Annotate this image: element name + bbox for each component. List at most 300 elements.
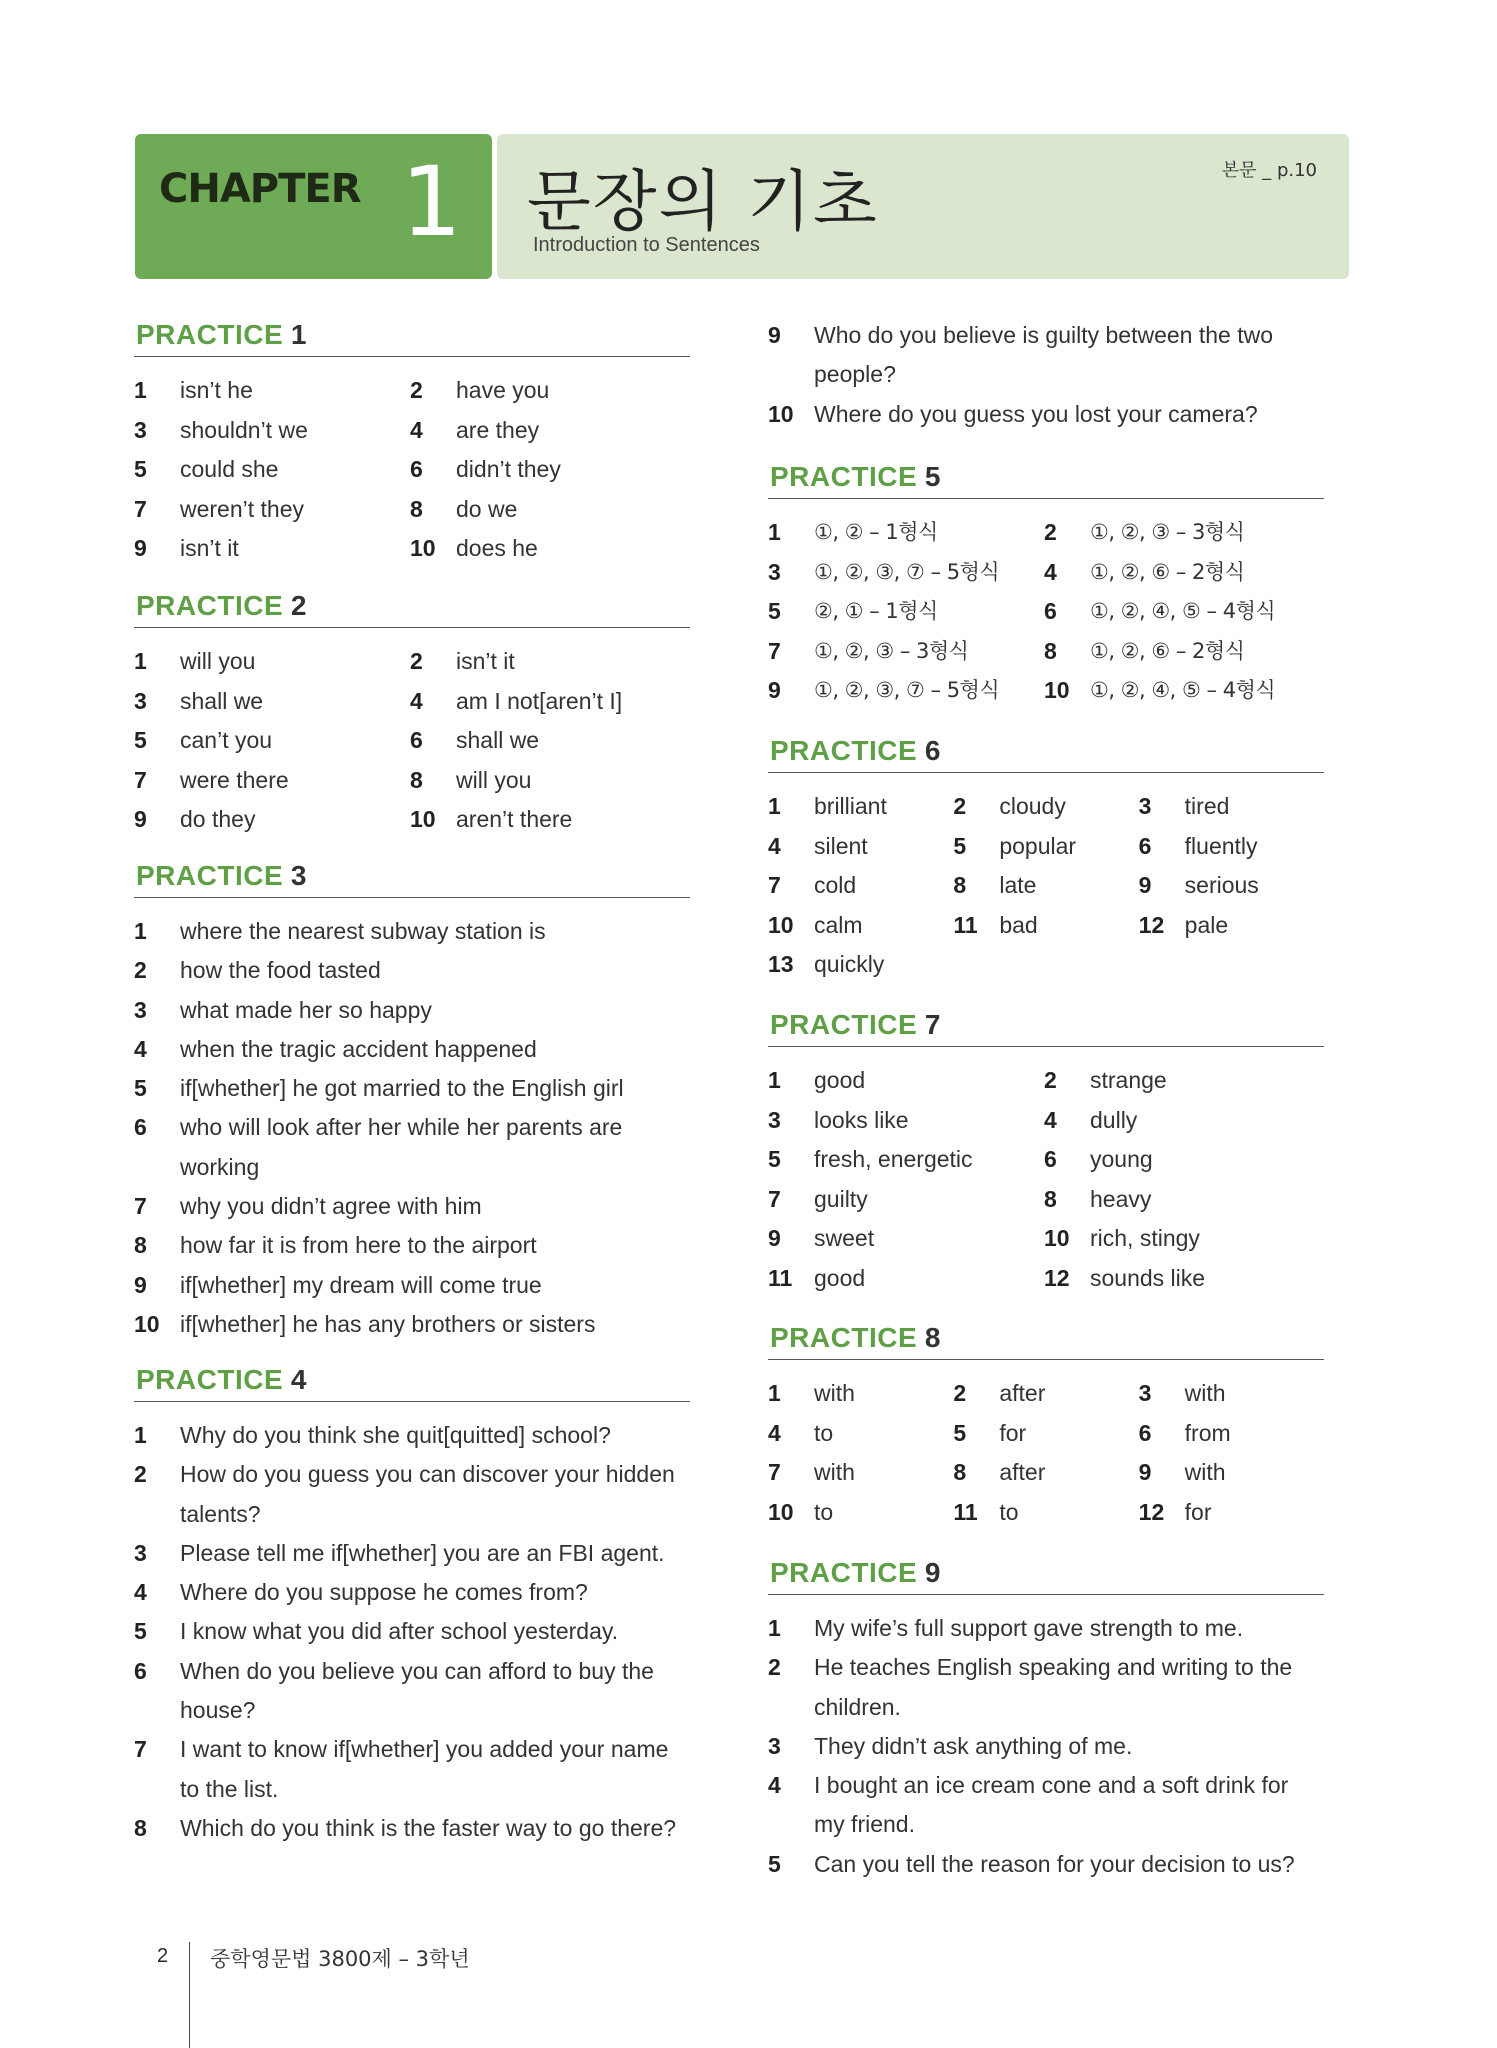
answer-text: for bbox=[999, 1419, 1027, 1446]
answer-list bbox=[768, 787, 1324, 985]
answer-number: 1 bbox=[768, 1615, 781, 1641]
answer-number: 9 bbox=[1138, 872, 1152, 899]
answer-row bbox=[768, 671, 1324, 711]
answer-item bbox=[768, 945, 954, 985]
answer-number: 4 bbox=[768, 832, 781, 859]
practice-word: PRACTICE bbox=[136, 319, 284, 350]
answer-text: can’t you bbox=[180, 727, 273, 754]
practice-divider bbox=[134, 897, 690, 898]
practice-2 bbox=[134, 586, 690, 840]
answer-text: I know what you did after school yesterday. bbox=[180, 1618, 619, 1645]
answer-number: 4 bbox=[1044, 1106, 1057, 1133]
answer-text: didn’t they bbox=[456, 456, 561, 483]
answer-number: 4 bbox=[134, 1035, 147, 1062]
answer-item bbox=[134, 1730, 690, 1809]
answer-item bbox=[768, 866, 953, 906]
answer-text: with bbox=[1184, 1459, 1226, 1486]
answer-row bbox=[768, 1374, 1324, 1414]
answer-text: looks like bbox=[814, 1106, 909, 1133]
answer-text: with bbox=[814, 1459, 855, 1486]
answer-number: 2 bbox=[1044, 1067, 1057, 1093]
answer-number: 8 bbox=[134, 1814, 147, 1841]
answer-item bbox=[768, 1609, 1324, 1648]
answer-item bbox=[1044, 632, 1320, 672]
answer-item bbox=[953, 1374, 1138, 1414]
answer-item bbox=[134, 1187, 690, 1226]
answer-item bbox=[1044, 513, 1320, 553]
answer-text: Where do you guess you lost your camera? bbox=[814, 400, 1258, 427]
answer-text: rich, stingy bbox=[1090, 1225, 1200, 1252]
answer-item bbox=[1044, 1180, 1320, 1220]
answer-item bbox=[410, 450, 686, 490]
answer-item bbox=[768, 1101, 1044, 1141]
answer-text: fresh, energetic bbox=[814, 1146, 973, 1173]
answer-text: cold bbox=[814, 872, 857, 899]
answer-number: 8 bbox=[134, 1232, 147, 1259]
answer-text: brilliant bbox=[814, 793, 887, 819]
answer-number: 11 bbox=[953, 911, 978, 938]
practice-7 bbox=[768, 1005, 1324, 1299]
answer-row bbox=[134, 721, 690, 761]
chapter-badge bbox=[135, 134, 492, 279]
answer-item bbox=[134, 450, 410, 490]
answer-item bbox=[134, 371, 410, 411]
practice-1 bbox=[134, 315, 690, 569]
answer-text: ①, ②, ④, ⑤ – 4형식 bbox=[1090, 678, 1276, 703]
answer-text: Which do you think is the faster way to go there? bbox=[180, 1814, 677, 1841]
answer-row bbox=[768, 1219, 1324, 1259]
answer-item bbox=[134, 1652, 690, 1731]
answer-number: 5 bbox=[768, 1146, 781, 1173]
answer-number: 10 bbox=[410, 535, 436, 562]
answer-item bbox=[1139, 1453, 1324, 1493]
answer-text: what made her so happy bbox=[180, 996, 432, 1023]
answer-text: tired bbox=[1184, 793, 1230, 819]
practice-8 bbox=[768, 1318, 1324, 1532]
practice-title bbox=[768, 1553, 1324, 1593]
practice-title bbox=[134, 586, 690, 626]
answer-number: 6 bbox=[410, 456, 423, 483]
answer-text: were there bbox=[180, 766, 289, 793]
answer-item bbox=[768, 1140, 1044, 1180]
answer-number: 6 bbox=[410, 727, 423, 754]
answer-number: 2 bbox=[134, 1461, 147, 1488]
answer-number: 2 bbox=[953, 1380, 967, 1406]
answer-item bbox=[1044, 1219, 1320, 1259]
answer-item bbox=[134, 682, 410, 722]
answer-row bbox=[768, 787, 1324, 827]
answer-number: 2 bbox=[410, 377, 423, 403]
answer-item bbox=[134, 642, 410, 682]
answer-item bbox=[768, 906, 953, 946]
answer-text: cloudy bbox=[999, 793, 1066, 819]
answer-text: calm bbox=[814, 911, 863, 938]
answer-text: am I not[aren’t I] bbox=[456, 687, 623, 714]
answer-number: 12 bbox=[1044, 1264, 1070, 1291]
answer-text: I want to know if[whether] you added your name to the list. bbox=[180, 1736, 669, 1802]
answer-item bbox=[134, 1226, 690, 1265]
answer-text: ①, ②, ⑥ – 2형식 bbox=[1090, 559, 1245, 584]
answer-item bbox=[134, 529, 410, 569]
practice-4 bbox=[134, 1360, 690, 1848]
answer-number: 8 bbox=[953, 1459, 967, 1486]
answer-text: have you bbox=[456, 377, 550, 403]
chapter-title-banner bbox=[497, 134, 1349, 279]
practice-divider bbox=[134, 1401, 690, 1402]
answer-number: 9 bbox=[768, 1225, 781, 1252]
answer-number: 10 bbox=[768, 400, 794, 427]
answer-row bbox=[768, 906, 1324, 946]
answer-text: popular bbox=[999, 832, 1077, 859]
answer-item bbox=[410, 529, 686, 569]
answer-text: serious bbox=[1184, 872, 1259, 899]
answer-number: 4 bbox=[1044, 558, 1057, 585]
answer-item bbox=[768, 787, 953, 827]
answer-item bbox=[134, 1108, 690, 1187]
footer-divider bbox=[189, 1942, 190, 2048]
answer-number: 2 bbox=[1044, 519, 1057, 545]
answer-text: with bbox=[1184, 1380, 1226, 1406]
answer-number: 6 bbox=[134, 1114, 147, 1141]
answer-item bbox=[134, 991, 690, 1030]
answer-item bbox=[134, 411, 410, 451]
answer-item bbox=[768, 1493, 953, 1533]
practice-divider bbox=[768, 498, 1324, 499]
answer-item bbox=[1044, 1140, 1320, 1180]
answer-item bbox=[953, 1453, 1138, 1493]
answer-text: late bbox=[999, 872, 1037, 899]
practice-title bbox=[768, 1318, 1324, 1358]
answer-text: dully bbox=[1090, 1106, 1138, 1133]
answer-number: 1 bbox=[134, 1422, 147, 1448]
answer-row bbox=[768, 1101, 1324, 1141]
practice-divider bbox=[134, 627, 690, 628]
answer-text: good bbox=[814, 1264, 866, 1291]
answer-item bbox=[134, 761, 410, 801]
answer-number: 7 bbox=[134, 1736, 147, 1763]
answer-row bbox=[134, 490, 690, 530]
practice-title bbox=[134, 1360, 690, 1400]
page-number: 2 bbox=[157, 1945, 169, 1967]
answer-number: 6 bbox=[1044, 598, 1057, 625]
answer-number: 4 bbox=[410, 416, 423, 443]
answer-number: 7 bbox=[134, 766, 147, 793]
answer-item bbox=[768, 1414, 953, 1454]
practice-number: 5 bbox=[924, 461, 941, 492]
answer-text: Who do you believe is guilty between the two people? bbox=[814, 322, 1273, 388]
answer-number: 10 bbox=[134, 1310, 160, 1337]
book-title: 중학영문법 3800제 – 3학년 bbox=[210, 1947, 470, 1971]
answer-text: how far it is from here to the airport bbox=[180, 1232, 537, 1259]
answer-text: heavy bbox=[1090, 1185, 1152, 1212]
answer-item bbox=[953, 866, 1138, 906]
answer-item bbox=[1139, 866, 1324, 906]
answer-number: 1 bbox=[768, 1067, 781, 1093]
answer-row bbox=[768, 1453, 1324, 1493]
practice-title bbox=[134, 315, 690, 355]
practice-word: PRACTICE bbox=[770, 1322, 918, 1353]
answer-row bbox=[768, 632, 1324, 672]
answer-number: 8 bbox=[1044, 637, 1057, 664]
answer-number: 8 bbox=[1044, 1185, 1057, 1212]
answer-item bbox=[768, 1648, 1324, 1727]
answer-item bbox=[953, 1414, 1138, 1454]
answer-number: 5 bbox=[134, 1618, 147, 1645]
answer-item bbox=[410, 371, 686, 411]
answer-number: 4 bbox=[768, 1419, 781, 1446]
chapter-title: 문장의 기초 bbox=[527, 163, 879, 240]
answer-item bbox=[1044, 671, 1320, 711]
answer-text: how the food tasted bbox=[180, 957, 381, 984]
answer-number: 5 bbox=[953, 832, 967, 859]
answer-item bbox=[768, 395, 1324, 434]
answer-number: 10 bbox=[410, 806, 436, 833]
answer-item bbox=[134, 912, 690, 951]
answer-number: 7 bbox=[134, 1193, 147, 1220]
answer-row bbox=[134, 529, 690, 569]
answer-number: 7 bbox=[768, 637, 781, 664]
answer-item bbox=[134, 1455, 690, 1534]
answer-text: good bbox=[814, 1067, 866, 1093]
practice-3 bbox=[134, 856, 690, 1344]
answer-text: if[whether] my dream will come true bbox=[180, 1271, 542, 1298]
practice-divider bbox=[768, 1594, 1324, 1595]
answer-item bbox=[410, 411, 686, 451]
practice-title bbox=[768, 1005, 1324, 1045]
answer-number: 1 bbox=[768, 1380, 781, 1406]
answer-item bbox=[134, 1573, 690, 1612]
answer-text: isn’t it bbox=[180, 535, 239, 562]
answer-number: 5 bbox=[134, 727, 147, 754]
answer-item bbox=[410, 642, 686, 682]
answer-text: for bbox=[1184, 1498, 1212, 1525]
answer-number: 8 bbox=[410, 766, 423, 793]
answer-number: 4 bbox=[768, 1772, 781, 1799]
answer-text: bad bbox=[999, 911, 1038, 938]
answer-number: 1 bbox=[134, 918, 147, 944]
answer-item bbox=[1044, 592, 1320, 632]
answer-row bbox=[768, 1180, 1324, 1220]
answer-row bbox=[134, 800, 690, 840]
answer-text: They didn’t ask anything of me. bbox=[814, 1732, 1133, 1759]
answer-text: Can you tell the reason for your decision to us? bbox=[814, 1850, 1295, 1877]
chapter-label: CHAPTER bbox=[159, 166, 361, 212]
practice-title bbox=[768, 731, 1324, 771]
practice-9 bbox=[768, 1553, 1324, 1884]
answer-number: 3 bbox=[134, 996, 147, 1023]
answer-list bbox=[134, 371, 690, 569]
answer-item bbox=[134, 1069, 690, 1108]
answer-text: to bbox=[814, 1419, 834, 1446]
chapter-subtitle: Introduction to Sentences bbox=[533, 234, 760, 256]
answer-text: with bbox=[814, 1380, 855, 1406]
answer-number: 3 bbox=[134, 416, 147, 443]
answer-text: are they bbox=[456, 416, 540, 443]
answer-number: 1 bbox=[768, 519, 781, 545]
practice-title bbox=[134, 856, 690, 896]
practice-divider bbox=[768, 1359, 1324, 1360]
answer-number: 5 bbox=[134, 1075, 147, 1102]
answer-number: 9 bbox=[768, 322, 781, 348]
practice-number: 8 bbox=[924, 1322, 941, 1353]
answer-number: 4 bbox=[134, 1579, 147, 1606]
answer-list bbox=[768, 513, 1324, 711]
answer-item bbox=[134, 951, 690, 990]
answer-item bbox=[768, 1219, 1044, 1259]
answer-row bbox=[768, 1061, 1324, 1101]
page-reference: 본문 _ p.10 bbox=[1221, 160, 1317, 181]
answer-item bbox=[410, 721, 686, 761]
answer-text: shouldn’t we bbox=[180, 416, 308, 443]
answer-item bbox=[768, 1259, 1044, 1299]
answer-text: pale bbox=[1184, 911, 1229, 938]
answer-number: 12 bbox=[1138, 911, 1165, 938]
answer-number: 5 bbox=[953, 1419, 967, 1446]
answer-text: do we bbox=[456, 495, 518, 522]
answer-item bbox=[1044, 1259, 1320, 1299]
answer-number: 11 bbox=[768, 1264, 793, 1291]
answer-list bbox=[134, 912, 690, 1344]
answer-text: do they bbox=[180, 806, 256, 833]
answer-item bbox=[1139, 1493, 1324, 1533]
answer-number: 1 bbox=[134, 377, 147, 403]
practice-title bbox=[768, 457, 1324, 497]
answer-item bbox=[134, 1030, 690, 1069]
answer-text: sounds like bbox=[1090, 1264, 1206, 1291]
answer-item bbox=[1139, 787, 1324, 827]
answer-row bbox=[134, 642, 690, 682]
answer-item bbox=[410, 682, 686, 722]
answer-number: 7 bbox=[768, 872, 781, 899]
answer-number: 3 bbox=[1138, 793, 1152, 819]
answer-row bbox=[768, 592, 1324, 632]
answer-item bbox=[1044, 553, 1320, 593]
answer-text: My wife’s full support gave strength to me. bbox=[814, 1615, 1244, 1641]
answer-text: He teaches English speaking and writing to the children. bbox=[814, 1654, 1293, 1720]
answer-number: 2 bbox=[953, 793, 967, 819]
answer-number: 9 bbox=[134, 535, 147, 562]
answer-number: 2 bbox=[410, 648, 423, 674]
answer-number: 9 bbox=[134, 1271, 147, 1298]
answer-number: 5 bbox=[768, 1850, 781, 1877]
answer-number: 6 bbox=[1044, 1146, 1057, 1173]
answer-text: when the tragic accident happened bbox=[180, 1035, 537, 1062]
answer-text: why you didn’t agree with him bbox=[180, 1193, 482, 1220]
answer-text: Why do you think she quit[quitted] school? bbox=[180, 1422, 611, 1448]
practice-5 bbox=[768, 457, 1324, 711]
answer-text: aren’t there bbox=[456, 806, 573, 833]
answer-list bbox=[768, 316, 1324, 434]
answer-text: young bbox=[1090, 1146, 1153, 1173]
answer-row bbox=[768, 827, 1324, 867]
answer-text: ①, ②, ③, ⑦ – 5형식 bbox=[814, 678, 1000, 703]
answer-text: will you bbox=[456, 766, 532, 793]
answer-number: 7 bbox=[768, 1185, 781, 1212]
answer-text: shall we bbox=[456, 727, 540, 754]
answer-number: 6 bbox=[1138, 832, 1152, 859]
answer-number: 3 bbox=[768, 1106, 781, 1133]
answer-number: 4 bbox=[410, 687, 423, 714]
practice-word: PRACTICE bbox=[770, 1009, 918, 1040]
answer-item bbox=[953, 827, 1138, 867]
answer-item bbox=[134, 1266, 690, 1305]
answer-row bbox=[768, 553, 1324, 593]
practice-word: PRACTICE bbox=[770, 461, 918, 492]
answer-item bbox=[953, 787, 1138, 827]
answer-text: could she bbox=[180, 456, 279, 483]
answer-item bbox=[953, 1493, 1138, 1533]
answer-number: 11 bbox=[953, 1498, 978, 1525]
answer-item bbox=[134, 800, 410, 840]
answer-number: 7 bbox=[768, 1459, 781, 1486]
practice-word: PRACTICE bbox=[136, 590, 284, 621]
answer-row bbox=[134, 450, 690, 490]
answer-number: 5 bbox=[768, 598, 781, 625]
answer-text: ①, ②, ④, ⑤ – 4형식 bbox=[1090, 599, 1276, 624]
answer-number: 3 bbox=[134, 1539, 147, 1566]
answer-row bbox=[768, 945, 1324, 985]
answer-text: weren’t they bbox=[180, 495, 305, 522]
answer-text: after bbox=[999, 1380, 1046, 1406]
answer-item bbox=[768, 1180, 1044, 1220]
answer-text: if[whether] he has any brothers or sisters bbox=[180, 1310, 596, 1337]
answer-number: 6 bbox=[1138, 1419, 1152, 1446]
answer-text: where the nearest subway station is bbox=[180, 918, 546, 944]
answer-number: 2 bbox=[134, 957, 147, 984]
answer-text: who will look after her while her parents are working bbox=[180, 1114, 623, 1180]
answer-item bbox=[1139, 1374, 1324, 1414]
answer-item bbox=[768, 513, 1044, 553]
practice-word: PRACTICE bbox=[136, 1364, 284, 1395]
answer-number: 7 bbox=[134, 495, 147, 522]
practice-number: 6 bbox=[924, 735, 941, 766]
practice-number: 4 bbox=[290, 1364, 307, 1395]
answer-text: ①, ②, ③ – 3형식 bbox=[1090, 520, 1245, 544]
answer-item bbox=[410, 490, 686, 530]
answer-number: 1 bbox=[768, 793, 781, 819]
answer-row bbox=[768, 1493, 1324, 1533]
answer-row bbox=[134, 411, 690, 451]
chapter-number: 1 bbox=[400, 146, 462, 258]
answer-row bbox=[768, 513, 1324, 553]
answer-item bbox=[768, 1453, 953, 1493]
answer-number: 10 bbox=[768, 1498, 794, 1525]
answer-item bbox=[410, 761, 686, 801]
practice-word: PRACTICE bbox=[770, 735, 918, 766]
answer-item bbox=[768, 1766, 1324, 1845]
practice-word: PRACTICE bbox=[136, 860, 284, 891]
answer-text: does he bbox=[456, 535, 538, 562]
answer-text: I bought an ice cream cone and a soft drink for my friend. bbox=[814, 1772, 1289, 1838]
answer-number: 6 bbox=[134, 1657, 147, 1684]
answer-number: 9 bbox=[134, 806, 147, 833]
answer-number: 3 bbox=[1138, 1380, 1152, 1406]
answer-text: after bbox=[999, 1459, 1046, 1486]
answer-text: quickly bbox=[814, 951, 885, 978]
answer-number: 10 bbox=[1044, 677, 1070, 704]
answer-item bbox=[134, 1305, 690, 1344]
answer-row bbox=[768, 1259, 1324, 1299]
answer-text: silent bbox=[814, 832, 868, 859]
answer-text: isn’t it bbox=[456, 648, 515, 674]
practice-number: 3 bbox=[290, 860, 307, 891]
answer-text: strange bbox=[1090, 1067, 1167, 1093]
answer-number: 9 bbox=[1138, 1459, 1152, 1486]
answer-text: to bbox=[999, 1498, 1019, 1525]
answer-item bbox=[768, 632, 1044, 672]
answer-item bbox=[134, 490, 410, 530]
answer-item bbox=[1139, 906, 1324, 946]
